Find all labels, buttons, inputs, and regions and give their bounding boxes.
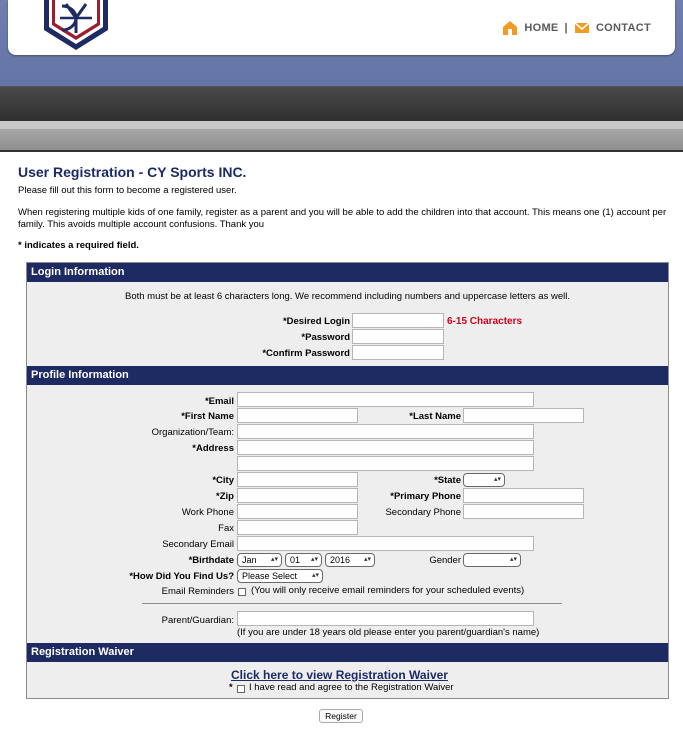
register-button[interactable]: Register	[319, 709, 363, 723]
password-input[interactable]	[352, 329, 444, 344]
login-section-heading: Login Information	[27, 263, 668, 282]
required-field-note: * indicates a required field.	[18, 240, 139, 251]
work-phone-input[interactable]	[237, 504, 358, 519]
waiver-section-heading: Registration Waiver	[27, 643, 668, 662]
registration-form	[26, 262, 669, 699]
birth-day-value: 01	[290, 555, 301, 565]
desired-login-input[interactable]	[352, 313, 444, 328]
secondary-phone-label: Secondary Phone	[385, 507, 461, 518]
find-us-value: Please Select	[242, 571, 298, 581]
email-label: *Email	[204, 396, 234, 407]
email-reminders-label: Email Reminders	[161, 586, 234, 597]
profile-section-heading: Profile Information	[27, 366, 668, 385]
zip-label: *Zip	[216, 491, 234, 502]
secondary-email-label: Secondary Email	[162, 539, 234, 550]
multiple-kids-note: When registering multiple kids of one family, register as a parent and you will be able to add the children into that account. This means one (1) account per family. This avoids multiple account confusions. Thank you	[18, 207, 667, 230]
find-us-label: *How Did You Find Us?	[129, 571, 234, 582]
primary-phone-input[interactable]	[463, 488, 584, 503]
birth-year-select[interactable]	[325, 553, 375, 567]
guardian-label: Parent/Guardian:	[161, 615, 234, 626]
organization-label: Organization/Team:	[151, 427, 234, 438]
chevron-updown-icon: ▴▾	[270, 556, 278, 563]
address-line1-input[interactable]	[237, 440, 534, 455]
intro-text: Please fill out this form to become a registered user.	[18, 185, 237, 196]
gender-select[interactable]	[463, 553, 521, 567]
desired-login-label: *Desired Login	[282, 316, 350, 327]
chevron-updown-icon: ▴▾	[363, 556, 371, 563]
waiver-agree-checkbox[interactable]	[237, 685, 245, 693]
chevron-updown-icon: ▴▾	[311, 572, 319, 579]
top-nav	[502, 20, 651, 36]
password-hint: Both must be at least 6 characters long. We recommend including numbers and uppercase letters as well.	[125, 291, 570, 302]
login-length-hint: 6-15 Characters	[447, 316, 523, 327]
cy-logo[interactable]	[42, 0, 110, 50]
section-divider	[142, 603, 562, 604]
secondary-phone-input[interactable]	[463, 504, 584, 519]
password-label: *Password	[301, 332, 350, 343]
confirm-password-input[interactable]	[352, 345, 444, 360]
birth-month-value: Jan	[242, 555, 257, 565]
guardian-note: (If you are under 18 years old please enter you parent/guardian's name)	[237, 627, 540, 638]
email-input[interactable]	[237, 392, 534, 407]
chevron-updown-icon: ▴▾	[509, 556, 517, 563]
email-reminders-note: (You will only receive email reminders for your scheduled events)	[251, 585, 525, 596]
birthdate-label: *Birthdate	[188, 555, 234, 566]
gender-label: Gender	[429, 555, 461, 566]
chevron-updown-icon: ▴▾	[310, 556, 318, 563]
home-icon	[502, 20, 518, 36]
first-name-label: *First Name	[181, 411, 234, 422]
fax-input[interactable]	[237, 520, 358, 535]
organization-input[interactable]	[237, 424, 534, 439]
guardian-input[interactable]	[237, 611, 534, 626]
nav-separator: |	[564, 22, 568, 34]
last-name-label: *Last Name	[409, 411, 461, 422]
header-card	[8, 0, 675, 55]
confirm-password-label: *Confirm Password	[262, 348, 350, 359]
mail-icon	[574, 20, 590, 36]
nav-band	[0, 86, 683, 121]
find-us-select[interactable]	[237, 569, 323, 583]
contact-link[interactable]: CONTACT	[595, 22, 651, 34]
zip-input[interactable]	[237, 488, 358, 503]
birth-month-select[interactable]	[237, 553, 282, 567]
subnav-band	[0, 129, 683, 152]
secondary-email-input[interactable]	[237, 536, 534, 551]
address-line2-input[interactable]	[237, 456, 534, 471]
last-name-input[interactable]	[463, 408, 584, 423]
city-input[interactable]	[237, 472, 358, 487]
city-label: *City	[212, 475, 234, 486]
first-name-input[interactable]	[237, 408, 358, 423]
email-reminders-checkbox[interactable]	[238, 588, 246, 596]
birth-day-select[interactable]	[285, 553, 322, 567]
page-title: User Registration - CY Sports INC.	[18, 164, 247, 180]
waiver-required-star: *	[229, 682, 233, 693]
fax-label: Fax	[218, 523, 234, 534]
divider-band	[0, 121, 683, 129]
view-waiver-link[interactable]: Click here to view Registration Waiver	[231, 668, 448, 682]
chevron-updown-icon: ▴▾	[493, 476, 501, 483]
state-select[interactable]	[463, 473, 505, 487]
address-label: *Address	[192, 443, 234, 454]
primary-phone-label: *Primary Phone	[390, 491, 461, 502]
work-phone-label: Work Phone	[181, 507, 234, 518]
birth-year-value: 2016	[330, 555, 351, 565]
home-link[interactable]: HOME	[524, 22, 559, 34]
state-label: *State	[434, 475, 461, 486]
waiver-agree-label: I have read and agree to the Registration Waiver	[249, 682, 454, 693]
